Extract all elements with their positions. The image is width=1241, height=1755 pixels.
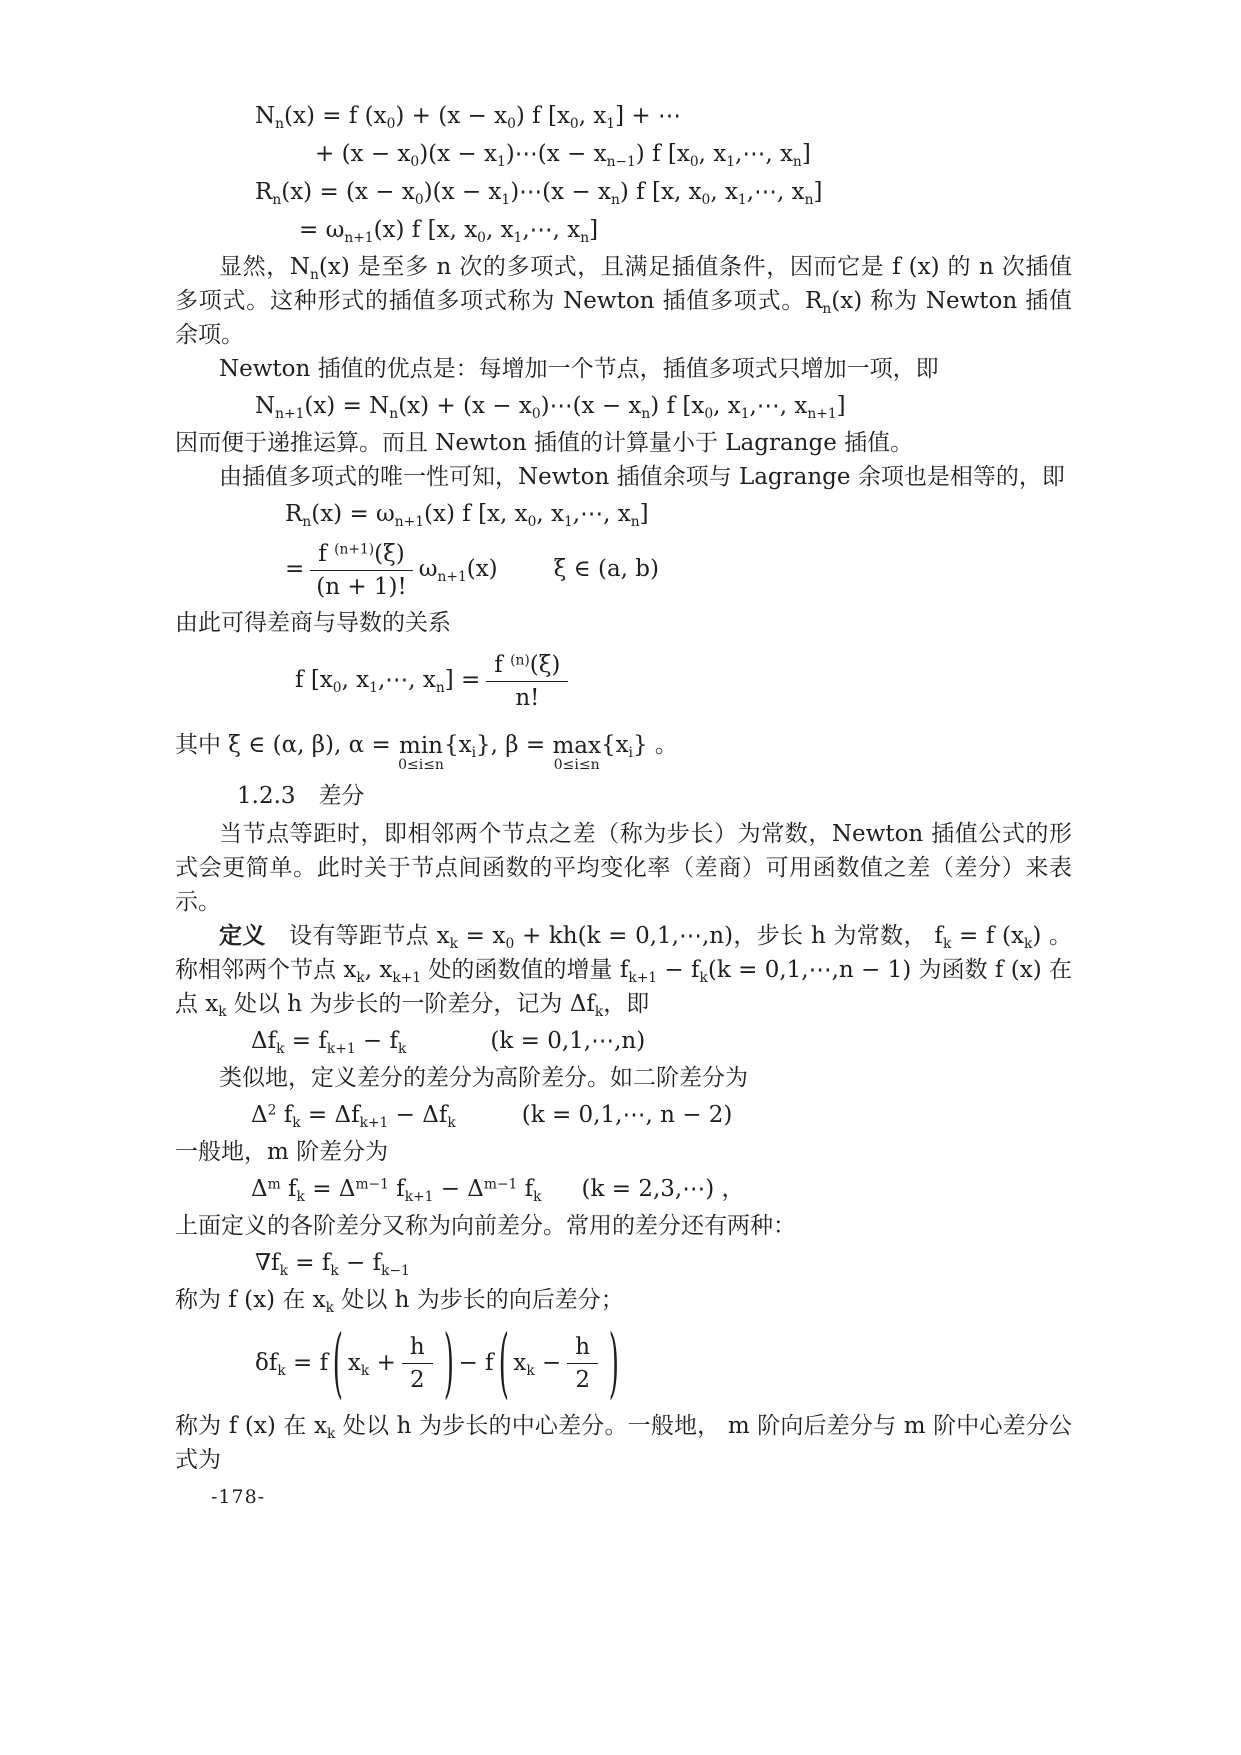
formula-newton-remainder-line1: $R_n(x) = (x - x_0)(x$ − $x_1)\cdots(x - x_n)$ f [x, $x_0$, $x_1,\cdots$, $x_n$] <box>255 179 823 208</box>
first-difference-lhs: $\Delta f_k = f_{k+1} - f_k$ <box>251 1027 407 1057</box>
fraction-denominator: (n + 1)! <box>316 573 407 600</box>
paragraph-m-order-intro: 一般地，m 阶差分为 <box>175 1138 389 1165</box>
page-number: -178- <box>211 1485 266 1508</box>
formula-first-difference <box>251 1023 1072 1059</box>
central-arg1: $x_k$ + <box>347 1349 396 1379</box>
paragraph-divided-diff-derivative-intro: 由此可得差商与导数的关系 <box>175 610 451 636</box>
max-limits: 0≤i≤n <box>553 757 600 773</box>
fraction-numerator: f $^{(n)}$(ξ) <box>486 650 568 682</box>
fraction-derivative <box>486 650 568 711</box>
central-minus-f: − f <box>458 1349 494 1376</box>
max-label: max <box>552 732 601 759</box>
formula-newton-poly-line2: + $(x - x_0)(x$ − $x_1)\cdots(x - x_{n-1})$ f [$x_0$, $x_1,\cdots$, $x_n$] <box>315 141 811 170</box>
right-paren: ) <box>608 1318 620 1407</box>
left-paren: ( <box>498 1318 509 1407</box>
paragraph-recursion-note: 因而便于递推运算。而且 Newton 插值的计算量小于 Lagrange 插值。 <box>175 430 914 456</box>
min-limits: 0≤i≤n <box>398 757 444 773</box>
page-content <box>175 96 1072 1509</box>
paragraph-xi-range <box>175 720 1072 773</box>
formula-remainder-derivative <box>285 536 1072 602</box>
paragraph-definition: 定义 设有等距节点 $x_k = x_0 + kh(k$ = 0,1,⋯,n)，步长 h 为常数， $f_k = f$ $(x_k)$ 。称相邻两个节点 $x_k$, $x_{k+1}$ 处的函数值的增量 $f_{k+1} - f_k(k$ = 0,1,⋯,n − 1) 为函数 f (x) 在点 $x_k$ 处以 h 为步长的一阶差分，记为 $\Delta f_k$，即 <box>175 921 1072 1020</box>
left-paren: ( <box>332 1318 344 1407</box>
fraction-denominator: 2 <box>409 1367 425 1394</box>
paragraph-central-difference-label: 称为 f (x) 在 $x_k$ 处以 h 为步长的中心差分。一般地， m 阶向后差分与 m 阶中心差分公式为 <box>175 1412 1072 1473</box>
right-paren: ) <box>443 1318 454 1407</box>
paragraph-backward-difference-label: 称为 f (x) 在 $x_k$ 处以 h 为步长的向后差分； <box>175 1286 624 1316</box>
second-difference-lhs: $\Delta^2$ $f_k = \Delta f_{k+1} - \Delta f_k$ <box>251 1101 456 1131</box>
max-operator <box>552 734 601 773</box>
fraction-half-step <box>567 1332 598 1393</box>
fraction-denominator: 2 <box>575 1367 591 1394</box>
min-label: min <box>399 732 443 759</box>
paragraph-forward-difference-note: 上面定义的各阶差分又称为向前差分。常用的差分还有两种： <box>175 1212 796 1239</box>
formula-central-difference <box>255 1318 1072 1407</box>
paragraph-uniqueness: 由插值多项式的唯一性可知，Newton 插值余项与 Lagrange 余项也是相等的，即 <box>219 464 1065 490</box>
divided-diff-lhs: f [$x_0$, $x_1,\cdots$, $x_n$] = <box>295 667 481 696</box>
fraction-numerator: f $^{(n+1)}$(ξ) <box>310 539 412 571</box>
central-arg2: $x_k$ − <box>513 1349 562 1379</box>
xi-range-post: $\{x_i\}$ 。 <box>600 732 678 761</box>
fraction-numerator: h <box>402 1332 433 1364</box>
xi-condition: ξ ∈ (a, b) <box>553 556 659 582</box>
xi-range-mid: $\{x_i\}$, β = <box>443 732 553 761</box>
fraction-denominator: n! <box>515 684 540 711</box>
formula-newton-poly-line1: $N_n(x) = f$ $(x_0) + (x - x_0)$ f [$x_0$, $x_1$] + ⋯ <box>255 103 681 132</box>
paragraph-higher-order: 类似地，定义差分的差分为高阶差分。如二阶差分为 <box>219 1064 748 1091</box>
paragraph-equidistant-nodes: 当节点等距时，即相邻两个节点之差（称为步长）为常数，Newton 插值公式的形式会更简单。此时关于节点间函数的平均变化率（差商）可用函数值之差（差分）来表示。 <box>175 820 1072 915</box>
formula-newton-recursive: $N_{n+1}(x) = N_n(x) + (x$ − $x_0)\cdots(x - x_n)$ f [$x_0$, $x_1,\cdots$, $x_{n+1}$] <box>255 393 846 422</box>
omega-factor: $\omega_{n+1}(x)$ <box>418 556 498 585</box>
section-heading-differences: 1.2.3 差分 <box>237 782 365 809</box>
equals-sign: = <box>285 556 305 582</box>
m-difference-cond: (k = 2,3,⋯) ， <box>581 1175 745 1202</box>
fraction-numerator: h <box>567 1332 598 1364</box>
xi-range-pre: 其中 ξ ∈ (α, β), α = <box>175 732 399 758</box>
formula-remainder-omega: $R_n(x) = \omega_{n+1}(x)$ f [x, $x_0$, $x_1,\cdots$, $x_n$] <box>285 501 649 530</box>
formula-divided-diff-derivative <box>295 644 1072 716</box>
min-operator <box>398 734 444 773</box>
second-difference-cond: (k = 0,1,⋯, n − 2) <box>521 1101 733 1128</box>
paragraph-newton-advantage: Newton 插值的优点是：每增加一个节点，插值多项式只增加一项，即 <box>219 356 939 382</box>
first-difference-cond: (k = 0,1,⋯,n) <box>490 1027 646 1054</box>
fraction-remainder <box>310 539 412 600</box>
central-difference-lhs: $\delta f_k = f$ <box>255 1349 329 1379</box>
m-difference-lhs: $\Delta^m$ $f_k = \Delta^{m-1}$ $f_{k+1} - \Delta^{m-1}$ $f_k$ <box>251 1175 542 1205</box>
formula-newton-remainder-line2: = $\omega_{n+1}(x)$ f [x, $x_0$, $x_1,\cdots$, $x_n$] <box>299 217 599 246</box>
formula-backward-difference: $\nabla f_k = f_k - f_{k-1}$ <box>255 1249 410 1279</box>
paragraph-newton-poly-property: 显然，$N_n(x)$ 是至多 n 次的多项式，且满足插值条件，因而它是 f (x) 的 n 次插值多项式。这种形式的插值多项式称为 Newton 插值多项式。$R_n(x)$ 称为 Newton 插值余项。 <box>175 254 1073 348</box>
formula-m-difference <box>251 1171 1072 1207</box>
formula-second-difference <box>251 1097 1072 1133</box>
fraction-half-step <box>402 1332 433 1393</box>
